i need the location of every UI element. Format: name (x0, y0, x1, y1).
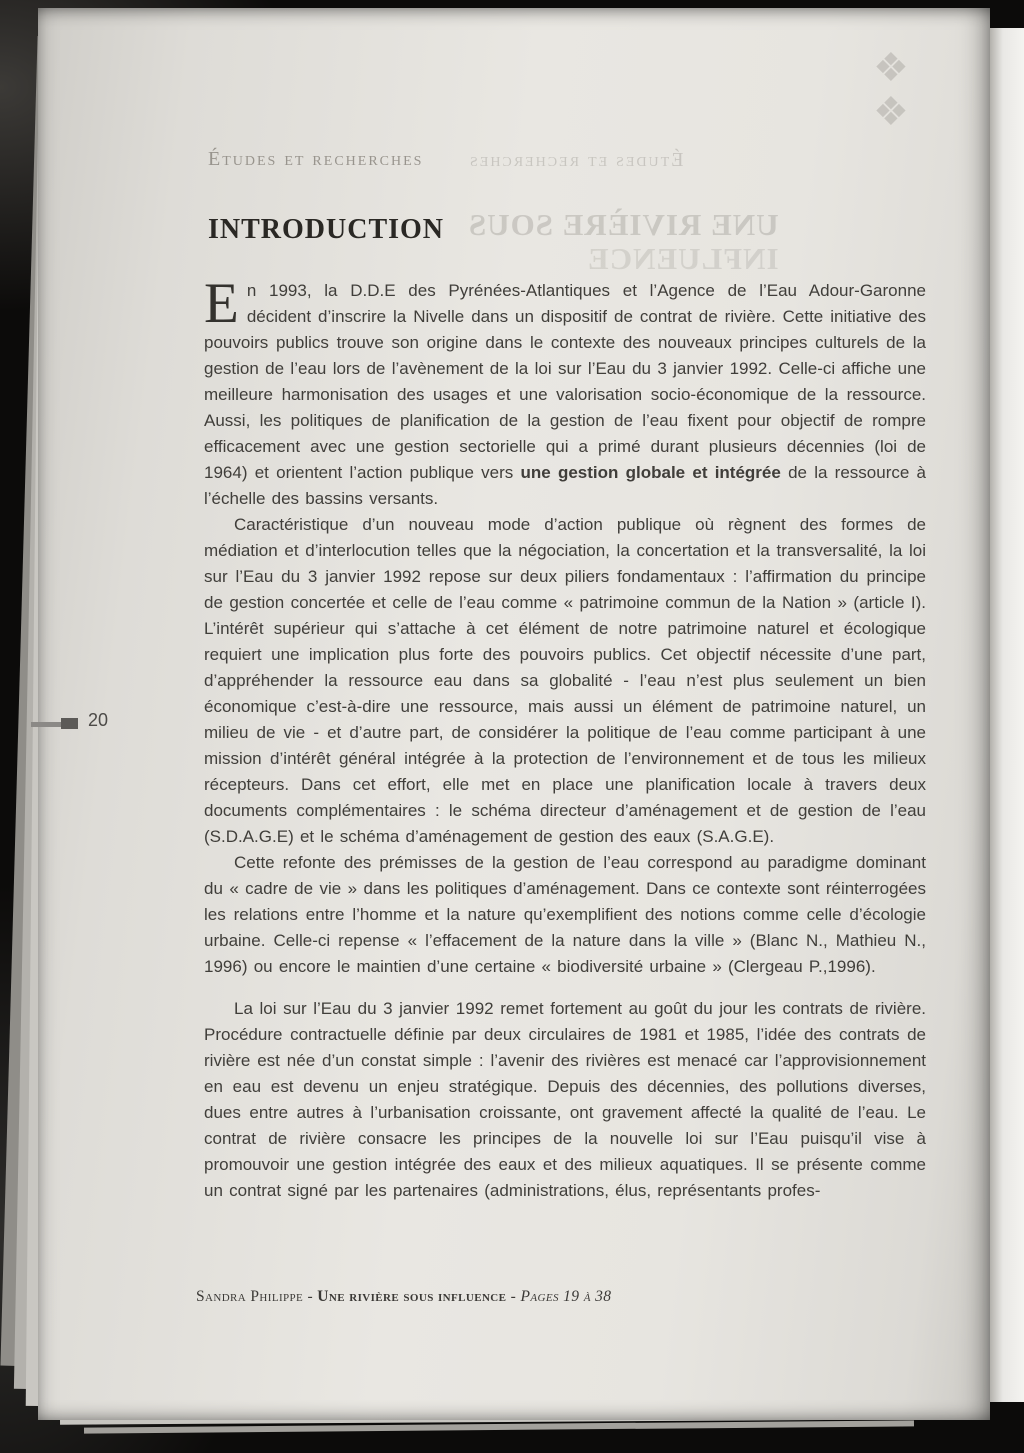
footer-work-title: Une rivière sous influence (317, 1288, 507, 1305)
bleedthrough-title-line1: UNE RIVIÈRE SOUS (468, 207, 779, 242)
corner-ornament-icon (873, 46, 909, 134)
scanned-page (38, 8, 990, 1420)
section-header: Études et recherches (208, 148, 424, 170)
footer-page-range: Pages 19 à 38 (520, 1288, 612, 1305)
ornament-glyph-icon: ❖ (873, 90, 909, 134)
running-footer (196, 1288, 611, 1306)
bleedthrough-title-line2: INFLUENCE (586, 241, 779, 276)
paragraph-2: Caractéristique d’un nouveau mode d’action publique où règnent des formes de médiation et d’interlocution telles que la négociation, la concertation et la transversalité, la loi sur l’Eau du 3 janvier 1992 repose sur deux piliers fondamentaux : l’affirmation du principe de gestion concertée et celle de l’eau comme « patrimoine commun de la Nation » (article I). L’intérêt supérieur qui s’attache à cet élément de notre patrimoine naturel et écologique requiert une implication plus forte des pouvoirs publics. Cet objectif nécessite d’une part, d’appréhender la ressource eau dans sa globalité - l’eau n’est plus seulement un bien économique c’est-à-dire une ressource, mais aussi un élément de patrimoine naturel, un milieu de vie - et d’autre part, de considérer la politique de l’eau comme participant à une mission d’intérêt général intégrée à la protection de l’environnement et de tous les milieux récepteurs. Dans cet effort, elle met en place une planification locale à travers deux documents complémentaires : le schéma directeur d’aménagement et de gestion de l’eau (S.D.A.G.E) et le schéma d’aménagement de gestion des eaux (S.A.G.E). (204, 515, 926, 846)
ornament-glyph-icon: ❖ (873, 46, 909, 90)
margin-page-number: 20 (88, 710, 109, 730)
paragraph-1-bold-phrase: une gestion globale et intégrée (520, 463, 781, 482)
paragraph-1 (204, 272, 926, 512)
footer-separator: - (506, 1288, 521, 1305)
bleedthrough-article-title (468, 208, 779, 276)
paragraph-4: La loi sur l’Eau du 3 janvier 1992 remet fortement au goût du jour les contrats de rivière. Procédure contractuelle définie par deux circulaires de 1981 et 1985, l’idée des contrats de rivière est née d’un constat simple : l’avenir des rivières est menacé car l’approvisionnement en eau est devenu un enjeu stratégique. Depuis des décennies, des pollutions diverses, dues entre autres à l’urbanisation croissante, ont gravement affecté la qualité de l’eau. Le contrat de rivière consacre les principes de la nouvelle loi sur l’Eau puisqu’il vise à promouvoir une gestion intégrée des eaux et des milieux aquatiques. Il se présente comme un contrat signé par les partenaires (administrations, élus, représentants profes- (204, 999, 926, 1200)
paragraph-1-tail: de la ressource à l’échelle des bassins versants. (204, 463, 926, 508)
facing-page-edge (990, 28, 1024, 1402)
bleedthrough-section-header: Études et recherches (468, 149, 684, 171)
paragraph-1-text: n 1993, la D.D.E des Pyrénées-Atlantiques et l’Agence de l’Eau Adour-Garonne décident d’inscrire la Nivelle dans un dispositif de contrat de rivière. Cette initiative des pouvoirs publics trouve son origine dans le contexte des nouveaux principes culturels de la gestion de l’eau lors de l’avènement de la loi sur l’Eau du 3 janvier 1992. Celle-ci affiche une meilleure harmonisation des usages et une valorisation socio-économique de la ressource. Aussi, les politiques de planification de la gestion de l’eau fixent pour objectif de rompre efficacement avec une gestion sectorielle qui a primé durant plusieurs décennies (loi de 1964) et orientent l’action publique vers (204, 281, 926, 482)
binding-mark (31, 722, 62, 727)
footer-separator: - (303, 1288, 318, 1305)
footer-author: Sandra Philippe (196, 1288, 304, 1305)
article-title: INTRODUCTION (208, 214, 445, 245)
paragraph-3: Cette refonte des prémisses de la gestion de l’eau correspond au paradigme dominant du « cadre de vie » dans les politiques d’aménagement. Dans ce contexte sont réinterrogées les relations entre l’homme et la nature qu’exemplifient des notions comme celle d’écologie urbaine. Celle-ci repense « l’effacement de la nature dans la ville » (Blanc N., Mathieu N., 1996) ou encore le maintien d’une certaine « biodiversité urbaine » (Clergeau P.,1996). (204, 853, 926, 976)
binding-mark (61, 718, 78, 729)
drop-cap: E (204, 272, 239, 335)
article-body (204, 272, 926, 1204)
